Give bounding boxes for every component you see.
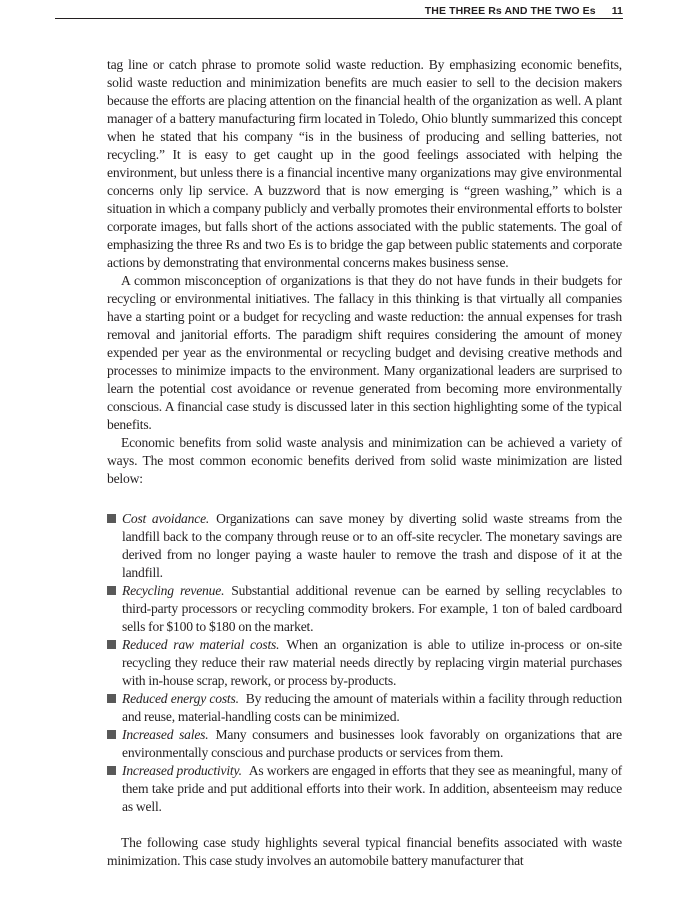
list-item-term: Cost avoidance. xyxy=(122,511,210,526)
list-item xyxy=(107,582,622,636)
list-item xyxy=(107,762,622,816)
page-number: 11 xyxy=(611,5,623,17)
list-item xyxy=(107,690,622,726)
bullet-square-icon xyxy=(107,514,116,523)
running-title: THE THREE Rs AND THE TWO Es xyxy=(424,5,596,17)
list-item-term: Recycling revenue. xyxy=(122,583,225,598)
bullet-square-icon xyxy=(107,640,116,649)
paragraph-2: A common misconception of organizations is that they do not have funds in their budgets for recycling or environmental initiatives. The fallacy in this thinking is that virtually all companies have a starting point or a budget for recycling and waste reduction: the annual expenses for trash removal and janitorial efforts. The paradigm shift requires considering the amount of money expended per year as the environmental or recycling budget and devising creative methods and processes to minimize impacts to the environment. Many organizational leaders are surprised to learn the potential cost avoidance or revenue generated from becoming more environmentally conscious. A financial case study is discussed later in this section highlighting some of the typical benefits. xyxy=(107,273,622,432)
list-item-term: Increased sales. xyxy=(122,727,209,742)
paragraph-3: Economic benefits from solid waste analysis and minimization can be achieved a variety of ways. The most common economic benefits derived from solid waste minimization are listed below: xyxy=(107,435,622,486)
list-item-text: When an organization is able to utilize in-process or on-site recycling they reduce their raw material needs directly by replacing virgin material purchases with in-house scrap, rework, or process by-products. xyxy=(122,637,622,688)
list-item-text: Organizations can save money by diverting solid waste streams from the landfill back to the company through reuse or to an off-site recycler. The monetary savings are derived from no longer paying a waste hauler to remove the trash and dispose of it at the landfill. xyxy=(122,511,623,580)
closing-paragraph: The following case study highlights several typical financial benefits associated with waste minimization. This case study involves an automobile battery manufacturer that xyxy=(107,835,622,868)
bullet-square-icon xyxy=(107,694,116,703)
bullet-square-icon xyxy=(107,730,116,739)
list-item-term: Increased productivity. xyxy=(122,763,242,778)
list-item-text: By reducing the amount of materials within a facility through reduction and reuse, material-handling costs can be minimized. xyxy=(122,691,622,724)
list-item xyxy=(107,726,622,762)
list-item-term: Reduced raw material costs. xyxy=(122,637,280,652)
list-item-text: As workers are engaged in efforts that they see as meaningful, many of them take pride and put additional efforts into their work. In addition, absenteeism may reduce as well. xyxy=(122,763,623,814)
list-item-term: Reduced energy costs. xyxy=(122,691,239,706)
list-item xyxy=(107,510,622,582)
paragraph-1: tag line or catch phrase to promote solid waste reduction. By emphasizing economic benefits, solid waste reduction and minimization benefits are much easier to sell to the decision makers because the efforts are placing attention on the financial health of the organization as well. A plant manager of a battery manufacturing firm located in Toledo, Ohio bluntly summarized this concept when he stated that his company “is in the business of producing and selling batteries, not recycling.” It is easy to get caught up in the good feelings associated with helping the environment, but unless there is a financial incentive many organizations may give environmental concerns only lip service. A buzzword that is now emerging is “green washing,” which is a situation in which a company publicly and verbally promotes their environmental efforts to bolster corporate images, but falls short of the actions associated with the public statements. The goal of emphasizing the three Rs and two Es is to bridge the gap between public statements and corporate actions by demonstrating that environmental concerns makes business sense. xyxy=(107,57,622,270)
list-item xyxy=(107,636,622,690)
bullet-square-icon xyxy=(107,586,116,595)
benefits-list xyxy=(107,510,622,816)
running-header xyxy=(55,5,623,19)
bullet-square-icon xyxy=(107,766,116,775)
list-item-text: Many consumers and businesses look favorably on organizations that are environmentally conscious and purchase products or services from them. xyxy=(122,727,622,760)
body-text xyxy=(107,56,622,870)
list-item-text: Substantial additional revenue can be earned by selling recyclables to third-party processors or recycling commodity brokers. For example, 1 ton of baled cardboard sells for $100 to $180 on the market. xyxy=(122,583,622,634)
